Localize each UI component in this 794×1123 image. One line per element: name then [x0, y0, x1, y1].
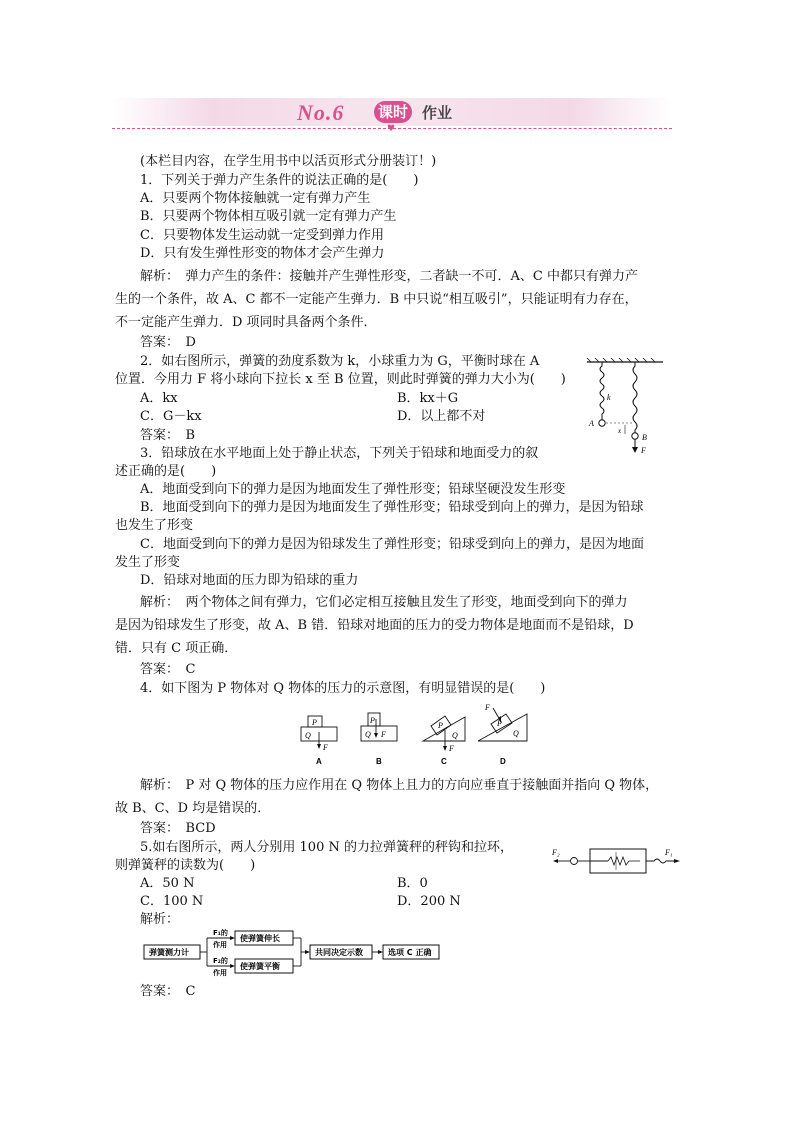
fig-a-f: F	[323, 743, 328, 752]
flow-box-3: 使弹簧平衡	[240, 962, 280, 971]
q2-option-d: D．以上都不对	[397, 409, 486, 424]
fig-c-f: F	[449, 744, 454, 753]
header-suffix: 作业	[422, 104, 453, 122]
q1-explanation-1: 解析： 弹力产生的条件：接触并产生弹性形变，二者缺一不可．A、C 中都只有弹力产	[140, 269, 638, 284]
q5-option-d: D．200 N	[397, 894, 461, 909]
q4-explanation-2: 故 B、C、D 均是错误的．	[115, 801, 271, 816]
fig-label-c: C	[441, 757, 447, 766]
flow-box-2: 使弹簧伸长	[240, 934, 280, 943]
pressure-figure	[295, 700, 535, 770]
q4-answer: 答案： BCD	[140, 821, 216, 836]
fig-c-p: P	[438, 721, 443, 730]
a-label: A	[589, 419, 594, 428]
q2-option-b: B．kx＋G	[397, 391, 459, 406]
fig-c-q: Q	[452, 731, 458, 740]
q5-option-a: A．50 N	[140, 876, 195, 891]
fig-a-p: P	[312, 718, 317, 727]
q3-explanation-1: 解析： 两个物体之间有弹力，它们必定相互接触且发生了形变，地面受到向下的弹力	[140, 595, 628, 610]
spring-figure	[585, 358, 665, 456]
heart-icon: ♥	[387, 124, 396, 134]
q1-option-a: A．只要两个物体接触就一定有弹力产生	[140, 191, 371, 206]
q3-explanation-3: 错．只有 C 项正确．	[115, 641, 238, 656]
fig-d-q: Q	[513, 729, 519, 738]
q5-explanation-label: 解析：	[140, 912, 180, 927]
flow-box-1: 弹簧测力计	[149, 948, 189, 957]
fig-label-a: A	[316, 757, 322, 766]
q1-option-b: B．只要两个物体相互吸引就一定有弹力产生	[140, 209, 397, 224]
q3-option-d: D．铅球对地面的压力即为铅球的重力	[140, 573, 359, 588]
q5-option-b: B．0	[397, 876, 428, 891]
flow-f1-b: 作用	[213, 941, 227, 949]
x-label: x	[618, 427, 622, 435]
q5-stem-1: 5.如右图所示，两人分别用 100 N 的力拉弹簧秤的秤钩和拉环，	[140, 840, 513, 855]
fig-a-q: Q	[305, 731, 311, 740]
fig-d-f: F	[485, 703, 490, 712]
q3-option-b-2: 也发生了形变	[115, 518, 194, 533]
q2-stem-1: 2．如右图所示，弹簧的劲度系数为 k，小球重力为 G，平衡时球在 A	[140, 354, 540, 369]
q1-stem: 1．下列关于弹力产生条件的说法正确的是( )	[140, 173, 419, 188]
q1-option-d: D．只有发生弹性形变的物体才会产生弹力	[140, 246, 385, 261]
flow-f1-a: F₁的	[213, 929, 228, 937]
q1-explanation-3: 不一定能产生弹力．D 项同时具备两个条件．	[115, 315, 377, 330]
q2-stem-2: 位置．今用力 F 将小球向下拉长 x 至 B 位置，则此时弹簧的弹力大小为( )	[115, 372, 566, 387]
f2-label: F₂	[552, 848, 560, 857]
q3-explanation-2: 是因为铅球发生了形变，故 A、B 错．铅球对地面的压力的受力物体是地面而不是铅球，D	[115, 618, 634, 633]
flow-box-4: 共同决定示数	[315, 948, 363, 957]
header-pill: 课时	[374, 101, 412, 123]
q1-answer: 答案： D	[140, 335, 196, 350]
fig-label-d: D	[500, 757, 506, 766]
analysis-flowchart	[143, 928, 443, 978]
flow-f2-a: F₂的	[213, 957, 228, 965]
fig-b-q: Q	[365, 730, 371, 739]
b-label: B	[642, 433, 647, 442]
q3-option-c-2: 发生了形变	[115, 555, 181, 570]
q3-stem-2: 述正确的是( )	[115, 464, 217, 479]
q3-answer: 答案： C	[140, 662, 196, 677]
q2-option-c: C．G－kx	[140, 409, 202, 424]
f1-label: F₁	[665, 848, 673, 857]
q5-stem-2: 则弹簧秤的读数为( )	[115, 858, 256, 873]
q2-option-a: A．kx	[140, 391, 178, 406]
fig-b-f: F	[381, 730, 386, 739]
fig-d-p: P	[497, 719, 502, 728]
q4-stem: 4．如下图为 P 物体对 Q 物体的压力的示意图，有明显错误的是( )	[140, 681, 546, 696]
q1-explanation-2: 生的一个条件，故 A、C 都不一定能产生弹力．B 中只说“相互吸引”，只能证明有力存在，	[115, 292, 638, 307]
flow-f2-b: 作用	[213, 969, 227, 977]
q1-option-c: C．只要物体发生运动就一定受到弹力作用	[140, 228, 384, 243]
q4-explanation-1: 解析： P 对 Q 物体的压力应作用在 Q 物体上且力的方向应垂直于接触面并指向 Q 物体，	[140, 778, 659, 793]
q2-answer: 答案： B	[140, 428, 196, 443]
scale-figure	[550, 843, 685, 883]
binding-note: (本栏目内容，在学生用书中以活页形式分册装订！)	[140, 154, 437, 169]
fig-b-p: P	[370, 716, 375, 725]
k-label: k	[607, 393, 611, 402]
q3-option-b-1: B．地面受到向下的弹力是因为地面发生了弹性形变；铅球受到向上的弹力，是因为铅球	[140, 500, 644, 515]
q3-stem-1: 3．铅球放在水平地面上处于静止状态，下列关于铅球和地面受力的叙	[140, 446, 539, 461]
page-header	[112, 98, 672, 138]
lesson-number: No.6	[297, 100, 345, 125]
flow-box-5: 选项 C 正确	[388, 948, 432, 957]
q5-answer: 答案： C	[140, 984, 196, 999]
fig-label-b: B	[376, 757, 382, 766]
f-label: F	[641, 446, 646, 455]
q3-option-a: A．地面受到向下的弹力是因为地面发生了弹性形变；铅球坚硬没发生形变	[140, 482, 566, 497]
q5-option-c: C．100 N	[140, 894, 204, 909]
q3-option-c-1: C．地面受到向下的弹力是因为铅球发生了弹性形变；铅球受到向上的弹力，是因为地面	[140, 537, 644, 552]
